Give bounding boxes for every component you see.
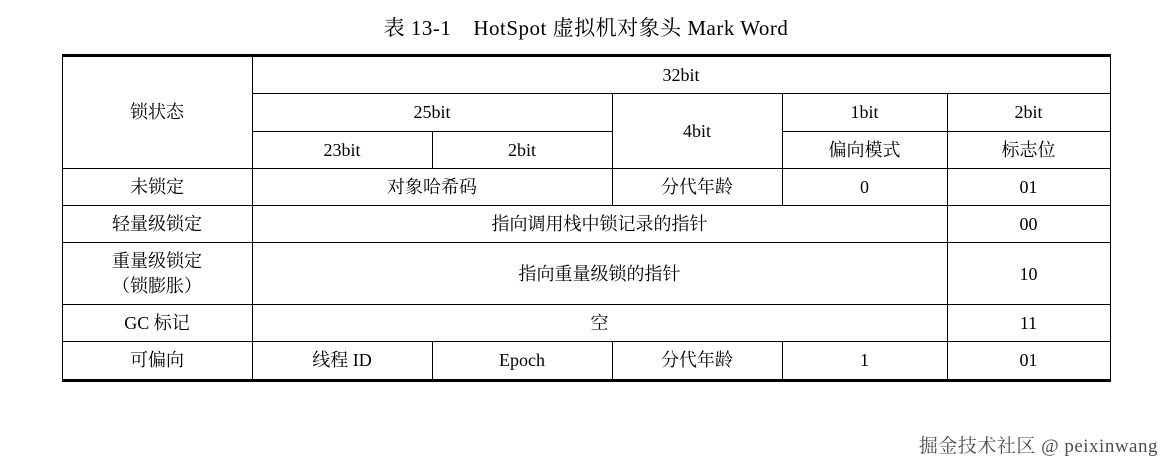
row-biasable-age: 分代年龄 — [612, 342, 782, 380]
row-unlocked-biased: 0 — [782, 168, 947, 205]
row-lightweight-pointer: 指向调用栈中锁记录的指针 — [252, 206, 947, 243]
row-biasable-epoch: Epoch — [432, 342, 612, 380]
row-biasable-biased: 1 — [782, 342, 947, 380]
row-heavyweight-pointer: 指向重量级锁的指针 — [252, 243, 947, 305]
table-row — [62, 342, 1110, 380]
row-state-biasable: 可偏向 — [62, 342, 252, 380]
row-gc-content: 空 — [252, 305, 947, 342]
header-col-23bit: 23bit — [252, 131, 432, 168]
row-state-heavyweight — [62, 243, 252, 305]
header-biased-mode: 偏向模式 — [782, 131, 947, 168]
table-caption — [0, 0, 1172, 54]
watermark: 掘金技术社区 @ peixinwang — [918, 436, 1158, 457]
caption-title: HotSpot 虚拟机对象头 Mark Word — [473, 16, 789, 40]
row-gc-flag: 11 — [947, 305, 1110, 342]
header-group-25bit: 25bit — [252, 94, 612, 131]
row-state-unlocked: 未锁定 — [62, 168, 252, 205]
row-biasable-threadid: 线程 ID — [252, 342, 432, 380]
header-col-2bit: 2bit — [432, 131, 612, 168]
row-state-heavyweight-line2: （锁膨胀） — [112, 275, 202, 296]
mark-word-table — [62, 54, 1111, 382]
row-lightweight-flag: 00 — [947, 206, 1110, 243]
header-col-1bit: 1bit — [782, 94, 947, 131]
row-unlocked-age: 分代年龄 — [612, 168, 782, 205]
table-row — [62, 168, 1110, 205]
header-flag-bits: 标志位 — [947, 131, 1110, 168]
row-unlocked-hashcode: 对象哈希码 — [252, 168, 612, 205]
caption-number: 表 13-1 — [383, 16, 452, 40]
row-biasable-flag: 01 — [947, 342, 1110, 380]
row-unlocked-flag: 01 — [947, 168, 1110, 205]
table-row — [62, 243, 1110, 305]
row-heavyweight-flag: 10 — [947, 243, 1110, 305]
row-state-gc: GC 标记 — [62, 305, 252, 342]
table-row — [62, 56, 1110, 94]
header-col-2bit-flag: 2bit — [947, 94, 1110, 131]
table-row — [62, 305, 1110, 342]
header-lock-state: 锁状态 — [62, 56, 252, 169]
row-state-lightweight: 轻量级锁定 — [62, 206, 252, 243]
header-col-4bit: 4bit — [612, 94, 782, 169]
row-state-heavyweight-line1: 重量级锁定 — [112, 251, 202, 272]
table-row — [62, 206, 1110, 243]
header-total-bits: 32bit — [252, 56, 1110, 94]
